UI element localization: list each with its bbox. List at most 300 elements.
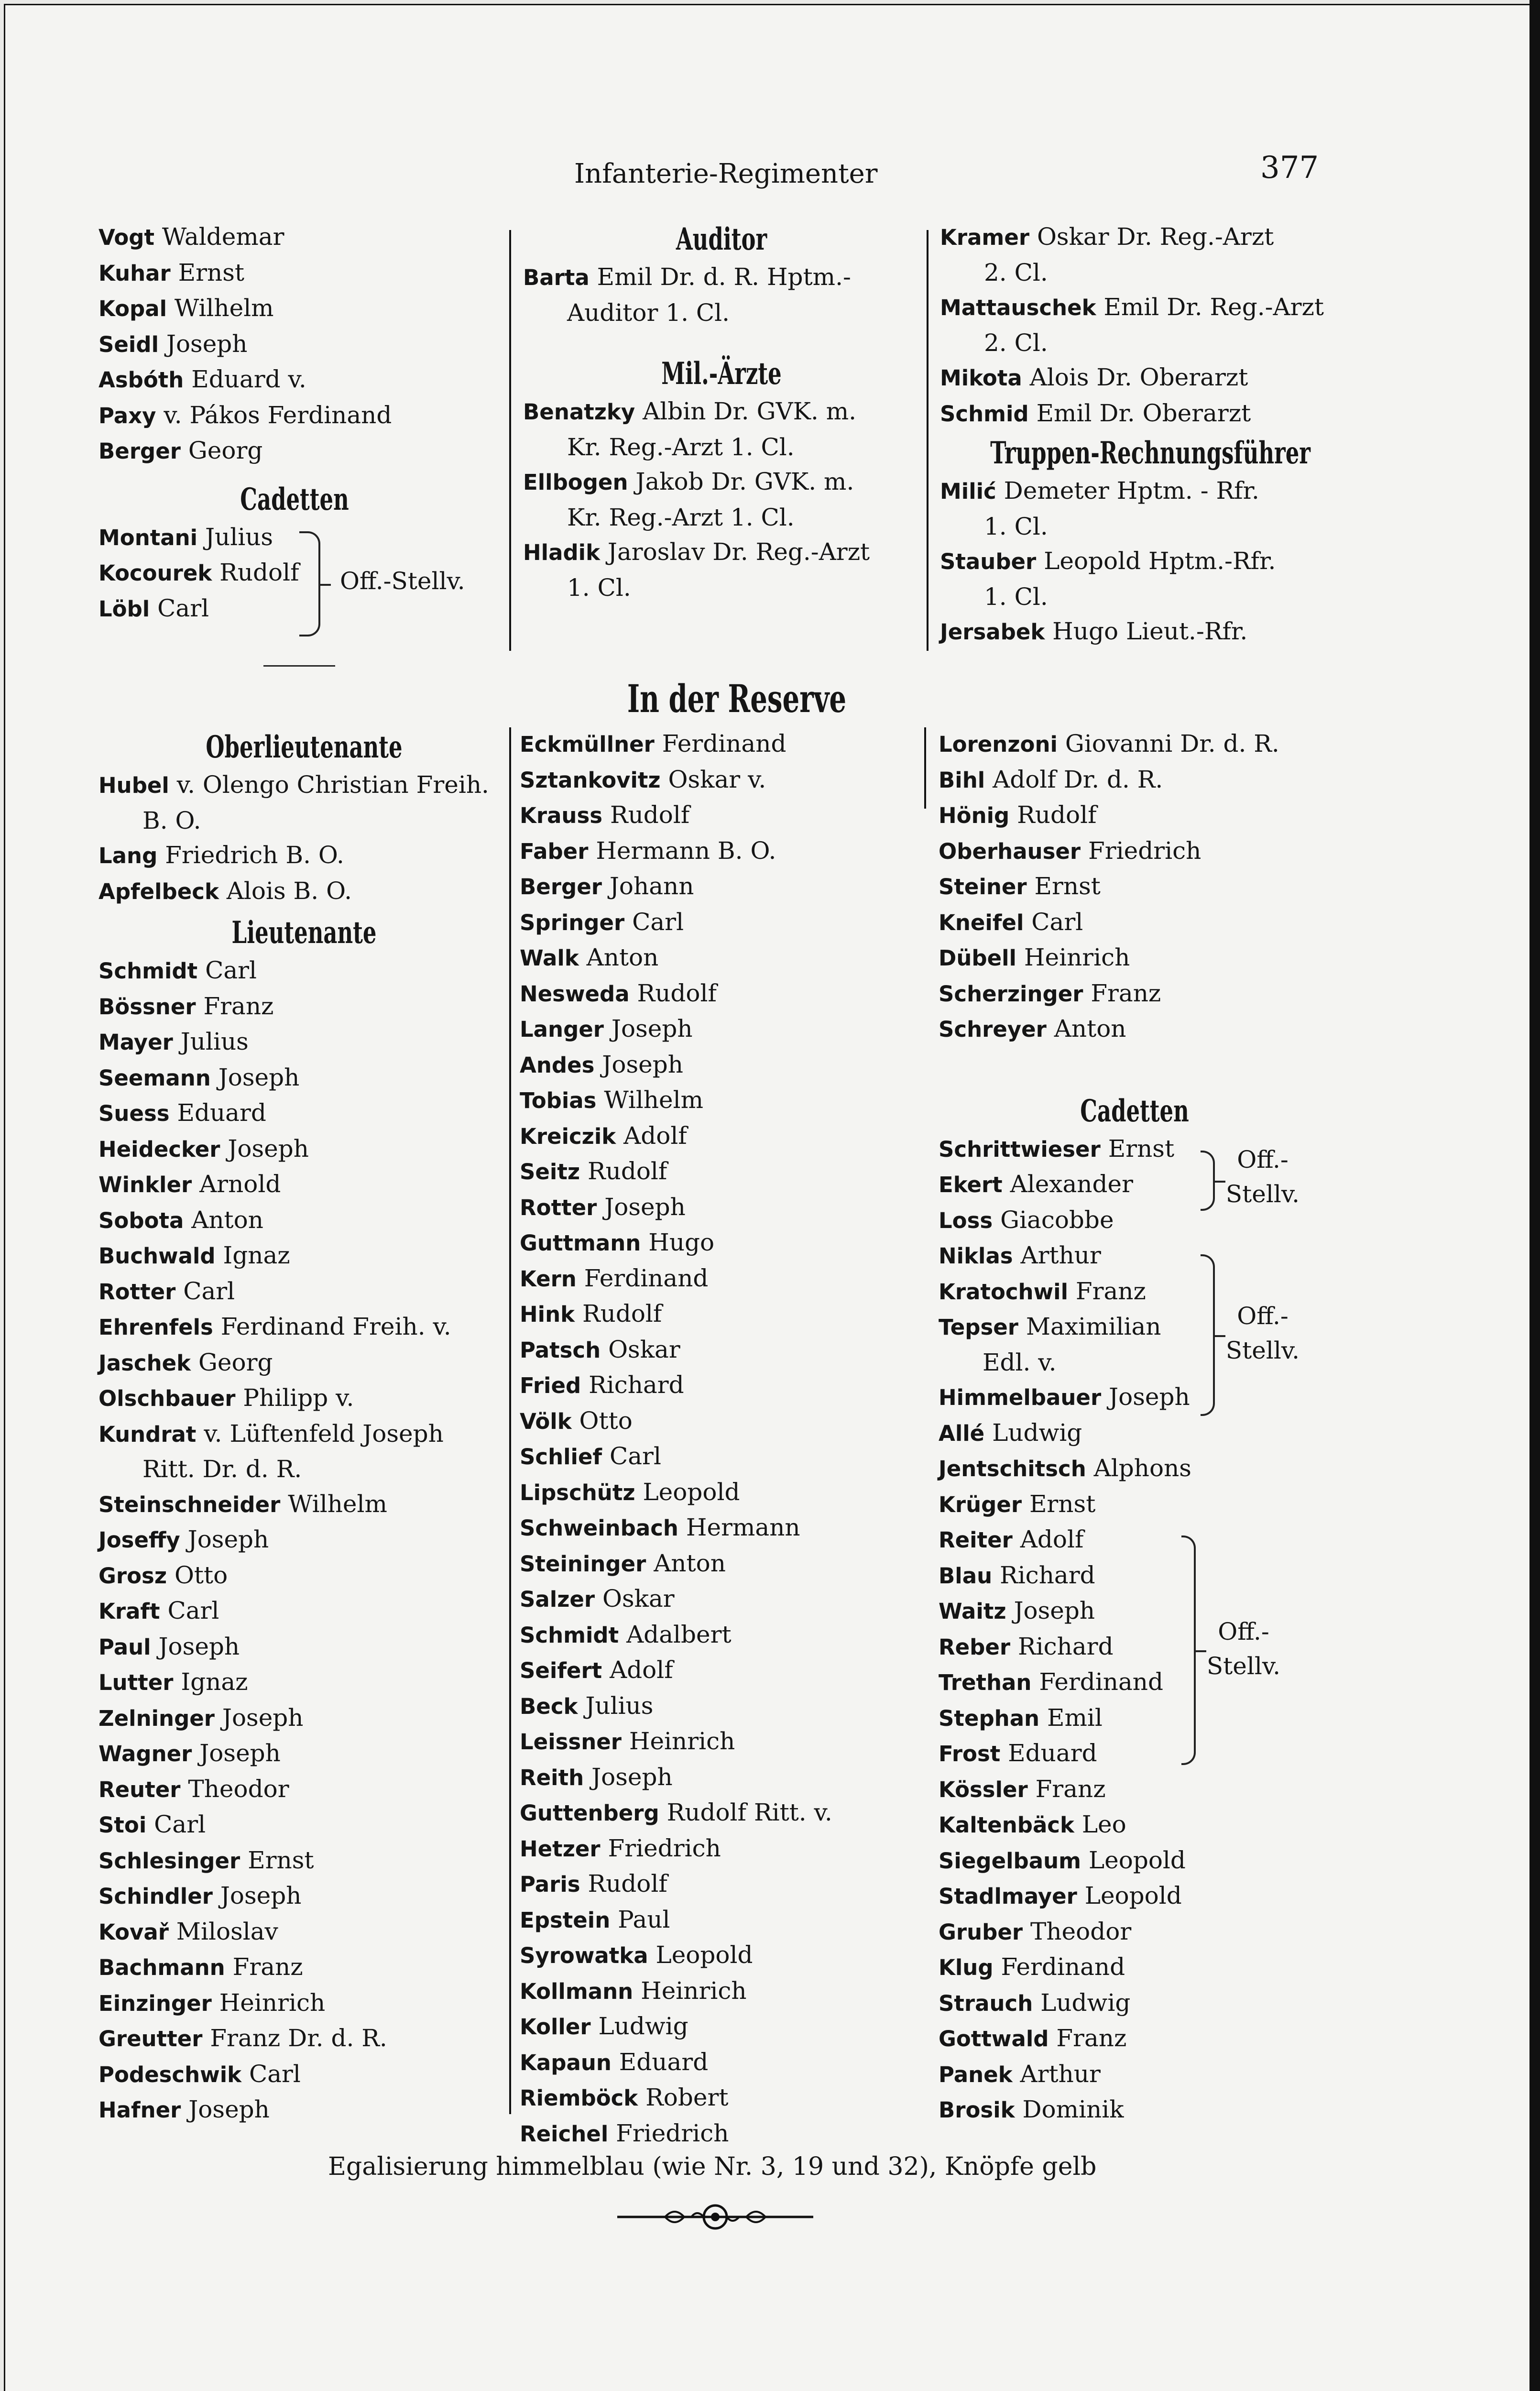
surname: Grosz	[98, 1563, 167, 1589]
list-item	[939, 1629, 1359, 1665]
list-item	[520, 1475, 926, 1511]
list-item	[98, 1558, 519, 1594]
list-item	[939, 762, 1359, 798]
list-item	[520, 1225, 926, 1261]
list-item	[520, 1760, 926, 1796]
name-detail: v. Pákos Ferdinand	[164, 401, 392, 429]
name-detail: Joseph	[166, 329, 248, 358]
list-item	[520, 1047, 926, 1083]
surname: Reiter	[939, 1527, 1013, 1553]
name-detail: Joseph	[188, 2095, 270, 2123]
surname: Stoi	[98, 1812, 147, 1838]
name-detail: Georg	[188, 437, 263, 464]
aerzte-heading: Mil.-Ärzte	[661, 356, 782, 392]
name-detail: Oskar	[602, 1585, 675, 1612]
name-detail: Ernst	[248, 1846, 314, 1874]
surname: Schmidt	[520, 1622, 619, 1648]
list-item	[98, 1274, 519, 1310]
ornament	[612, 2198, 818, 2236]
list-item	[523, 394, 920, 430]
list-item	[98, 1985, 519, 2021]
surname: Waitz	[939, 1599, 1006, 1624]
list-item	[98, 398, 514, 434]
surname: Stadlmayer	[939, 1884, 1077, 1909]
surname: Einzinger	[98, 1990, 212, 2016]
surname: Blau	[939, 1563, 993, 1589]
surname: Langer	[520, 1017, 604, 1042]
surname: Montani	[98, 525, 198, 550]
list-item	[98, 1629, 519, 1665]
list-item	[520, 1296, 926, 1332]
list-item	[939, 1522, 1359, 1558]
surname: Schmid	[940, 401, 1029, 427]
name-detail: Joseph	[611, 1015, 693, 1042]
name-detail: Friedrich B. O.	[165, 841, 344, 869]
list-item	[98, 1345, 519, 1381]
name-detail: Joseph	[199, 1739, 281, 1767]
surname: Paris	[520, 1872, 580, 1897]
list-item	[98, 1700, 519, 1736]
name-detail: Richard	[1018, 1632, 1114, 1660]
list-item	[98, 219, 514, 255]
surname: Jaschek	[98, 1350, 191, 1376]
surname: Epstein	[520, 1907, 611, 1933]
list-item	[520, 1083, 926, 1119]
list-item	[520, 1617, 926, 1653]
reserve-col2-list	[520, 726, 926, 2151]
surname: Kneifel	[939, 910, 1024, 935]
surname: Greutter	[98, 2026, 203, 2051]
list-item	[98, 989, 519, 1025]
name-detail: 1. Cl.	[984, 582, 1048, 611]
list-item	[523, 430, 920, 465]
name-detail: Ludwig	[598, 2012, 688, 2040]
column-rule	[927, 230, 928, 651]
surname: Schmidt	[98, 958, 198, 984]
list-item	[520, 940, 926, 976]
list-item	[520, 1795, 926, 1831]
surname: Schreyer	[939, 1017, 1047, 1042]
reserve-col-1	[98, 727, 519, 2128]
name-detail: Kr. Reg.-Arzt 1. Cl.	[567, 433, 795, 461]
name-detail: Alois Dr. Oberarzt	[1029, 363, 1248, 391]
name-detail: Ferdinand	[1039, 1668, 1163, 1696]
name-detail: Rudolf	[610, 801, 690, 829]
list-item	[939, 1487, 1359, 1523]
list-item	[523, 296, 920, 330]
name-detail: Eduard	[619, 2048, 709, 2076]
lt-heading: Lieutenante	[231, 915, 377, 951]
surname: Suess	[98, 1101, 170, 1126]
oberlt-list	[98, 768, 519, 909]
name-detail: Julius	[585, 1691, 654, 1720]
page	[4, 4, 1536, 2391]
list-item	[520, 1938, 926, 1974]
surname: Mayer	[98, 1030, 173, 1055]
name-detail: v. Lüftenfeld Joseph	[204, 1419, 444, 1448]
reserve-heading: In der Reserve	[627, 676, 847, 721]
list-item	[939, 1558, 1359, 1594]
name-detail: Robert	[645, 2084, 729, 2111]
name-detail: Eduard	[1008, 1739, 1097, 1767]
surname: Allé	[939, 1420, 985, 1446]
surname: Guttenberg	[520, 1800, 659, 1826]
oberlt-heading: Oberlieutenante	[206, 729, 403, 765]
list-item	[98, 1131, 519, 1167]
surname: Hetzer	[520, 1836, 601, 1862]
column-rule	[924, 727, 926, 809]
surname: Berger	[520, 874, 602, 899]
list-item	[940, 473, 1361, 509]
list-item	[939, 905, 1359, 941]
name-detail: Emil Dr. Reg.-Arzt	[1103, 293, 1324, 321]
list-item	[940, 544, 1361, 580]
name-detail: Ernst	[1029, 1490, 1096, 1518]
surname: Schrittwieser	[939, 1136, 1101, 1162]
surname: Lorenzoni	[939, 732, 1058, 757]
name-detail: Leopold	[1084, 1882, 1182, 1909]
name-detail: Arthur	[1020, 2060, 1101, 2088]
name-detail: Joseph	[602, 1050, 683, 1078]
name-detail: Jakob Dr. GVK. m.	[635, 468, 854, 495]
name-detail: Carl	[609, 1442, 661, 1470]
list-item	[98, 1487, 519, 1523]
surname: Mikota	[940, 365, 1022, 391]
name-detail: Kr. Reg.-Arzt 1. Cl.	[567, 503, 795, 531]
surname: Tepser	[939, 1315, 1018, 1340]
list-item	[98, 1238, 519, 1274]
surname: Kaltenbäck	[939, 1812, 1074, 1838]
list-item	[520, 2009, 926, 2045]
name-detail: Carl	[249, 2060, 301, 2088]
name-detail: Joseph	[222, 1703, 304, 1732]
name-detail: Alexander	[1010, 1170, 1133, 1198]
surname: Andes	[520, 1052, 595, 1078]
list-item	[520, 1724, 926, 1760]
footer-note: Egalisierung himmelblau (wie Nr. 3, 19 und 32), Knöpfe gelb	[328, 2152, 1097, 2181]
surname: Berger	[98, 439, 181, 464]
name-detail: Joseph	[1109, 1383, 1190, 1411]
surname: Faber	[520, 838, 589, 864]
name-detail: Leopold Hptm.-Rfr.	[1044, 547, 1276, 575]
surname: Benatzky	[523, 399, 635, 425]
list-item	[523, 260, 920, 296]
surname: Zelninger	[98, 1705, 215, 1731]
name-detail: Joseph	[228, 1134, 309, 1163]
name-detail: Ritt. Dr. d. R.	[142, 1455, 302, 1483]
list-item	[520, 1866, 926, 1902]
list-item	[939, 2021, 1359, 2057]
name-detail: Giacobbe	[1000, 1206, 1114, 1234]
surname: Reichel	[520, 2121, 609, 2147]
name-detail: Adolf	[623, 1121, 687, 1150]
list-item	[940, 360, 1361, 396]
list-item	[98, 1522, 519, 1558]
cadetten-heading: Cadetten	[240, 481, 349, 517]
list-item	[523, 464, 920, 500]
name-detail: Ludwig	[992, 1418, 1082, 1447]
list-item	[940, 580, 1361, 614]
list-item	[939, 976, 1359, 1012]
section-rule	[263, 665, 335, 667]
list-item	[939, 1451, 1359, 1487]
name-detail: Franz	[1091, 979, 1161, 1007]
reserve-col-3	[939, 726, 1359, 2128]
name-detail: Wilhelm	[604, 1086, 704, 1114]
surname: Milić	[940, 479, 996, 504]
name-detail: Theodor	[1030, 1917, 1132, 1945]
page-edge	[1529, 0, 1540, 2391]
surname: Ehrenfels	[98, 1315, 213, 1340]
name-detail: Ernst	[1108, 1134, 1175, 1163]
surname: Hladik	[523, 540, 601, 565]
surname: Ekert	[939, 1172, 1003, 1197]
surname: Sztankovitz	[520, 767, 661, 793]
surname: Kollmann	[520, 1978, 633, 2004]
list-item	[520, 1581, 926, 1617]
list-item	[939, 1665, 1359, 1700]
name-detail: Otto	[579, 1406, 633, 1435]
name-detail: Friedrich	[616, 2119, 729, 2147]
list-item	[940, 290, 1361, 326]
name-detail: Carl	[1031, 908, 1083, 936]
name-detail: Ernst	[1034, 872, 1101, 900]
name-detail: Heinrich	[629, 1727, 735, 1755]
list-item	[940, 255, 1361, 290]
name-detail: Ferdinand	[584, 1264, 709, 1292]
list-item	[98, 2092, 519, 2128]
name-detail: Carl	[157, 594, 209, 622]
surname: Kratochwil	[939, 1279, 1068, 1305]
list-item	[520, 1974, 926, 2009]
list-item	[520, 1404, 926, 1439]
list-item	[98, 1203, 519, 1239]
surname: Frost	[939, 1741, 1001, 1766]
lt-list	[98, 953, 519, 2128]
surname: Fried	[520, 1373, 581, 1398]
surname: Krauss	[520, 803, 603, 828]
surname: Salzer	[520, 1587, 595, 1612]
name-detail: Joseph	[604, 1193, 686, 1221]
name-detail: Maximilian	[1026, 1313, 1161, 1340]
surname: Walk	[520, 945, 579, 971]
name-detail: Anton	[586, 943, 659, 971]
name-detail: Ignaz	[223, 1241, 290, 1269]
name-detail: Ferdinand Freih. v.	[220, 1313, 451, 1340]
name-detail: Eduard v.	[191, 365, 306, 393]
list-item	[939, 1736, 1359, 1772]
name-detail: Heinrich	[641, 1976, 747, 2005]
name-detail: Hermann	[686, 1514, 800, 1541]
name-detail: Oskar v.	[668, 765, 766, 793]
surname: Springer	[520, 910, 625, 935]
name-detail: Joseph	[158, 1632, 240, 1660]
surname: Tobias	[520, 1088, 597, 1113]
surname: Schindler	[98, 1884, 213, 1909]
list-item	[98, 803, 519, 838]
surname: Kössler	[939, 1777, 1028, 1802]
name-detail: Demeter Hptm. - Rfr.	[1004, 477, 1259, 505]
brace-label: Off.- Stellv.	[1206, 1618, 1281, 1680]
list-item	[98, 838, 519, 874]
name-detail: Franz	[203, 992, 274, 1020]
surname: Bössner	[98, 994, 196, 1020]
name-detail: Oskar	[608, 1335, 680, 1363]
surname: Steiner	[939, 874, 1027, 899]
surname: Winkler	[98, 1172, 192, 1197]
list-item	[98, 1950, 519, 1985]
list-item	[520, 1154, 926, 1190]
surname: Kern	[520, 1266, 577, 1292]
surname: Buchwald	[98, 1243, 216, 1269]
list-item	[98, 1665, 519, 1700]
name-detail: Julius	[205, 523, 273, 551]
surname: Apfelbeck	[98, 878, 219, 904]
list-item	[98, 1593, 519, 1629]
name-detail: Heinrich	[219, 1988, 326, 2017]
reserve-col3-list	[939, 726, 1359, 1047]
surname: Lutter	[98, 1670, 174, 1695]
list-item	[520, 1510, 926, 1546]
surname: Hink	[520, 1302, 575, 1327]
list-item	[940, 326, 1361, 361]
name-detail: B. O.	[142, 806, 201, 834]
name-detail: Ernst	[178, 258, 244, 286]
surname: Schlief	[520, 1444, 602, 1470]
top-col1-list	[98, 219, 514, 469]
surname: Jersabek	[940, 619, 1045, 645]
surname: Kapaun	[520, 2050, 612, 2075]
auditor-list	[523, 260, 920, 330]
list-item	[520, 905, 926, 941]
list-item	[520, 1261, 926, 1297]
name-detail: Hugo	[648, 1228, 715, 1256]
list-item	[98, 362, 514, 398]
name-detail: Franz	[1035, 1775, 1106, 1803]
list-item	[939, 1985, 1359, 2021]
list-item	[939, 726, 1359, 762]
name-detail: Johann	[609, 872, 694, 900]
surname: Steininger	[520, 1551, 646, 1577]
surname: Brosik	[939, 2097, 1015, 2123]
name-detail: Carl	[632, 908, 684, 936]
list-item	[523, 535, 920, 570]
name-detail: Anton	[654, 1549, 726, 1577]
list-item	[520, 1368, 926, 1404]
list-item	[939, 1914, 1359, 1950]
list-item	[98, 327, 514, 362]
surname: Guttmann	[520, 1230, 641, 1256]
surname: Lipschütz	[520, 1480, 635, 1505]
name-detail: Rudolf	[588, 1870, 667, 1897]
surname: Kraft	[98, 1599, 160, 1624]
name-detail: Rudolf	[1017, 801, 1097, 829]
name-detail: 2. Cl.	[984, 329, 1048, 357]
surname: Sobota	[98, 1207, 184, 1233]
list-item	[98, 874, 519, 910]
list-item	[939, 1238, 1359, 1274]
name-detail: Ferdinand	[662, 730, 786, 757]
list-item	[98, 1024, 519, 1060]
surname: Krüger	[939, 1492, 1022, 1517]
surname: Kreiczik	[520, 1123, 616, 1149]
brace	[1201, 1254, 1215, 1416]
surname: Seitz	[520, 1159, 580, 1185]
surname: Vogt	[98, 225, 155, 250]
list-item	[98, 953, 519, 989]
surname: Gruber	[939, 1919, 1023, 1945]
name-detail: Arthur	[1020, 1241, 1101, 1269]
list-item	[520, 2080, 926, 2116]
brace	[299, 531, 320, 636]
list-item	[98, 291, 514, 327]
surname: Steinschneider	[98, 1492, 281, 1517]
name-detail: Ludwig	[1040, 1988, 1131, 2017]
surname: Nesweda	[520, 981, 630, 1007]
name-detail: Georg	[198, 1348, 273, 1376]
name-detail: Joseph	[591, 1763, 673, 1791]
list-item	[520, 1653, 926, 1689]
name-detail: Adolf	[1020, 1525, 1084, 1553]
name-detail: Richard	[1000, 1561, 1095, 1589]
list-item	[98, 1416, 519, 1452]
list-item	[98, 2057, 519, 2093]
name-detail: Jaroslav Dr. Reg.-Arzt	[607, 538, 870, 566]
name-detail: Rudolf Ritt. v.	[666, 1799, 832, 1826]
list-item	[520, 1011, 926, 1047]
list-item	[98, 1772, 519, 1808]
name-detail: Carl	[183, 1277, 235, 1305]
name-detail: Alois B. O.	[226, 877, 352, 905]
name-detail: Carl	[205, 956, 257, 984]
list-item	[520, 2045, 926, 2081]
rechnung-list	[940, 473, 1361, 650]
surname: Jentschitsch	[939, 1456, 1086, 1481]
surname: Wagner	[98, 1741, 192, 1766]
surname: Patsch	[520, 1337, 601, 1363]
list-item	[98, 1096, 519, 1131]
list-item	[939, 1593, 1359, 1629]
surname: Dübell	[939, 945, 1016, 971]
aerzte-list	[523, 394, 920, 605]
name-detail: Heinrich	[1024, 943, 1130, 971]
list-item	[98, 255, 514, 291]
list-item	[98, 1878, 519, 1914]
brace	[1201, 1151, 1215, 1211]
list-item	[523, 570, 920, 605]
name-detail: Leopold	[643, 1478, 740, 1506]
name-detail: Friedrich	[1088, 836, 1201, 865]
list-item	[520, 1546, 926, 1582]
name-detail: Giovanni Dr. d. R.	[1065, 730, 1279, 757]
surname: Strauch	[939, 1990, 1033, 2016]
list-item	[939, 940, 1359, 976]
surname: Niklas	[939, 1243, 1013, 1269]
list-item	[939, 1011, 1359, 1047]
list-item	[520, 1902, 926, 1938]
list-item	[940, 219, 1361, 255]
surname: Eckmüllner	[520, 732, 655, 757]
cadetten-note: Off.-Stellv.	[340, 567, 465, 595]
surname: Reith	[520, 1765, 584, 1790]
surname: Seifert	[520, 1658, 602, 1683]
name-detail: Theodor	[188, 1775, 289, 1803]
name-detail: Rudolf	[587, 1157, 667, 1185]
name-detail: Franz	[1056, 2024, 1127, 2052]
surname: Seemann	[98, 1065, 211, 1091]
list-item	[939, 1950, 1359, 1985]
surname: Podeschwik	[98, 2062, 242, 2087]
